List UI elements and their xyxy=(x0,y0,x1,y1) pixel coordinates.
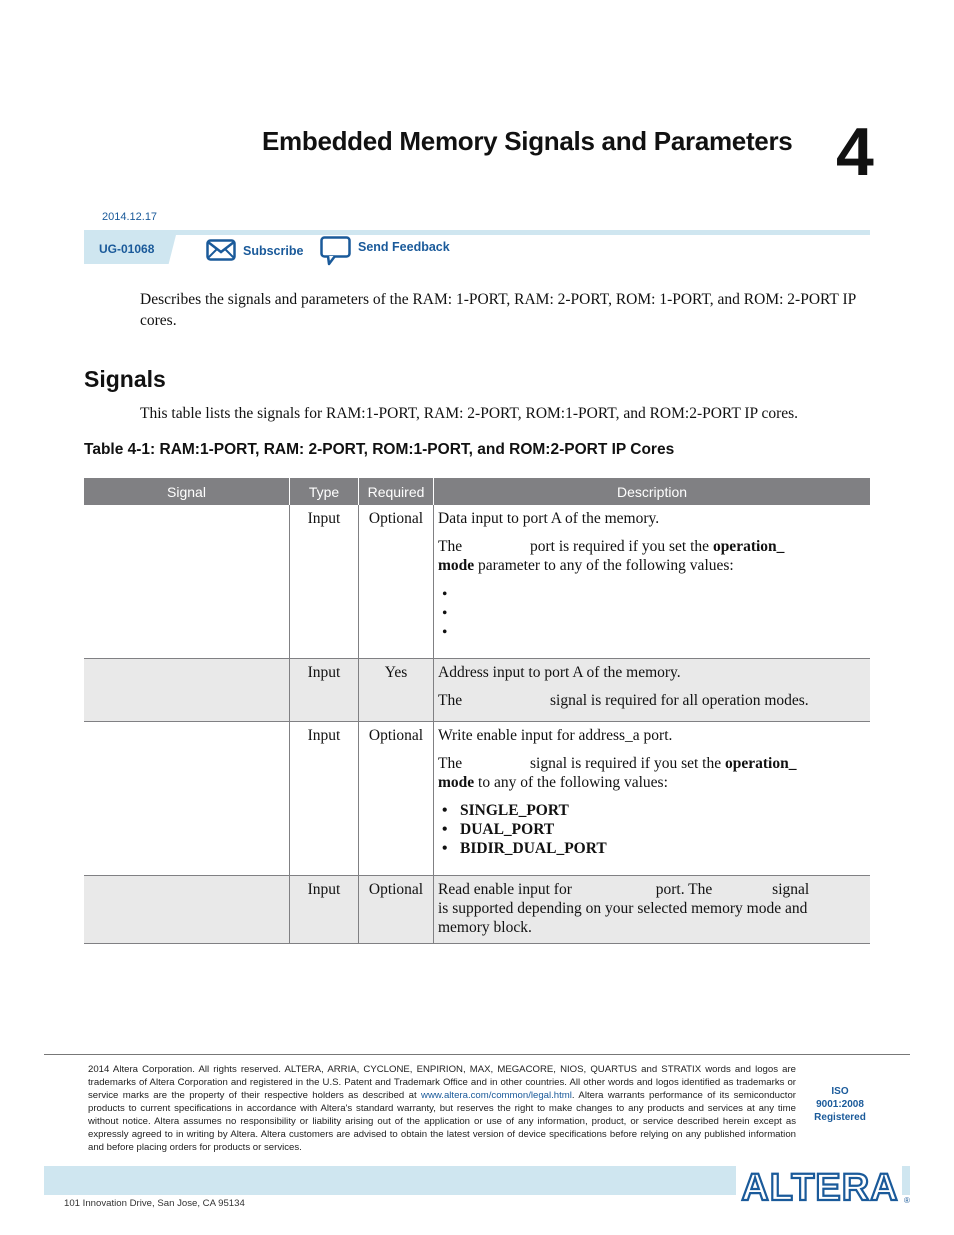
description-cell xyxy=(434,505,871,658)
iso-line: ISO xyxy=(831,1086,849,1097)
description-text: to any of the following values: xyxy=(478,773,668,791)
table-row xyxy=(84,658,870,721)
description-paragraph xyxy=(438,691,866,710)
value-list xyxy=(438,801,866,858)
table-caption: Table 4-1: RAM:1-PORT, RAM: 2-PORT, ROM:1-PORT, and ROM:2-PORT IP Cores xyxy=(84,441,675,458)
document-date: 2014.12.17 xyxy=(102,211,158,223)
description-paragraph xyxy=(438,880,866,937)
company-address: 101 Innovation Drive, San Jose, CA 95134 xyxy=(64,1198,245,1209)
iso-line: 9001:2008 xyxy=(816,1099,864,1110)
description-text: port. The xyxy=(655,880,713,898)
signal-cell xyxy=(84,875,290,943)
required-cell: Optional xyxy=(359,721,434,875)
description-cell xyxy=(434,721,871,875)
signal-cell xyxy=(84,505,290,658)
speech-bubble-icon[interactable] xyxy=(320,236,352,266)
description-line: Write enable input for address_a port. xyxy=(438,726,673,744)
description-text: port is required if you set the xyxy=(529,538,710,555)
parameter-name: operation_ xyxy=(712,538,785,555)
signal-cell xyxy=(84,658,290,721)
parameter-name: mode xyxy=(438,773,475,791)
required-cell: Optional xyxy=(359,875,434,943)
description-text: signal is required if you set the xyxy=(529,754,722,772)
list-item xyxy=(442,604,866,623)
description-text: The xyxy=(438,691,463,709)
description-text: is supported depending on your selected memory mode and memory block. xyxy=(438,899,808,936)
list-item xyxy=(442,623,866,642)
chapter-number: 4 xyxy=(836,114,874,190)
description-text: The xyxy=(438,754,463,772)
legal-link[interactable]: www.altera.com/common/legal.html xyxy=(421,1090,572,1101)
signals-table xyxy=(84,478,870,944)
legal-notice xyxy=(88,1063,796,1154)
altera-logo[interactable] xyxy=(736,1165,912,1207)
type-cell: Input xyxy=(290,658,359,721)
table-header-row xyxy=(84,478,870,505)
document-id: UG-01068 xyxy=(99,242,155,256)
footer-divider xyxy=(44,1054,910,1055)
value-list xyxy=(438,585,866,642)
column-header-type: Type xyxy=(290,478,359,505)
type-cell: Input xyxy=(290,875,359,943)
registered-mark: ® xyxy=(904,1196,910,1205)
list-item: • SINGLE_PORT xyxy=(442,801,866,820)
chapter-title: Embedded Memory Signals and Parameters xyxy=(262,126,793,156)
toolbar-band xyxy=(84,230,870,235)
type-cell: Input xyxy=(290,505,359,658)
description-text: signal xyxy=(772,880,810,898)
subscribe-link[interactable]: Subscribe xyxy=(243,244,304,258)
table-row xyxy=(84,721,870,875)
parameter-name: mode xyxy=(438,557,475,574)
send-feedback-link[interactable]: Send Feedback xyxy=(358,240,450,254)
description-text: signal is required for all operation modes. xyxy=(549,691,809,709)
iso-line: Registered xyxy=(814,1112,866,1123)
column-header-required: Required xyxy=(359,478,434,505)
signals-intro: This table lists the signals for RAM:1-PORT, RAM: 2-PORT, ROM:1-PORT, and ROM:2-PORT IP cores. xyxy=(140,405,799,422)
parameter-name: operation_ xyxy=(724,754,797,772)
type-cell: Input xyxy=(290,721,359,875)
iso-badge xyxy=(800,1085,880,1124)
required-cell: Optional xyxy=(359,505,434,658)
legal-text: 2014 Altera Corporation. All rights reserved. ALTERA, ARRIA, CYCLONE, ENPIRION, MAX, MEGACORE, NIOS, QUARTUS and STRATIX words and logos are trademarks of Altera Corporation and registered in the U.S. Patent and Trademark Office and in other countries. All other words and logos identified as trademarks or service marks are the property of their respective holders as described at xyxy=(88,1064,796,1101)
table-row xyxy=(84,505,870,658)
section-heading-signals: Signals xyxy=(84,366,166,392)
description-text: parameter to any of the following values: xyxy=(478,557,734,574)
description-line: Address input to port A of the memory. xyxy=(438,663,681,681)
description-paragraph xyxy=(438,754,866,792)
signal-cell xyxy=(84,721,290,875)
chapter-intro: Describes the signals and parameters of the RAM: 1-PORT, RAM: 2-PORT, ROM: 1-PORT, and ROM: 2-PORT IP cores. xyxy=(140,291,856,329)
list-item xyxy=(442,585,866,604)
table-row xyxy=(84,875,870,943)
document-toolbar xyxy=(84,230,870,264)
list-item: • DUAL_PORT xyxy=(442,820,866,839)
logo-wordmark: ALTERA xyxy=(741,1167,899,1207)
required-cell: Yes xyxy=(359,658,434,721)
description-cell xyxy=(434,658,871,721)
description-cell xyxy=(434,875,871,943)
description-text: Read enable input for xyxy=(438,880,572,898)
envelope-icon[interactable] xyxy=(206,239,236,261)
description-paragraph xyxy=(438,537,866,575)
list-item: • BIDIR_DUAL_PORT xyxy=(442,839,866,858)
column-header-description: Description xyxy=(434,478,871,505)
legal-text: . Altera warrants performance of its semiconductor products to current specifications in accordance with Altera's standard warranty, but reserves the right to make changes to any products and services at any time without notice. Altera assumes no responsibility or liability arising out of the application or use of any information, product, or service described herein except as expressly agreed to in writing by Altera. Altera customers are advised to obtain the latest version of device specifications before relying on any published information and before placing orders for products or services. xyxy=(88,1090,797,1153)
description-text: The xyxy=(438,538,463,555)
column-header-signal: Signal xyxy=(84,478,290,505)
description-line: Data input to port A of the memory. xyxy=(438,510,660,527)
